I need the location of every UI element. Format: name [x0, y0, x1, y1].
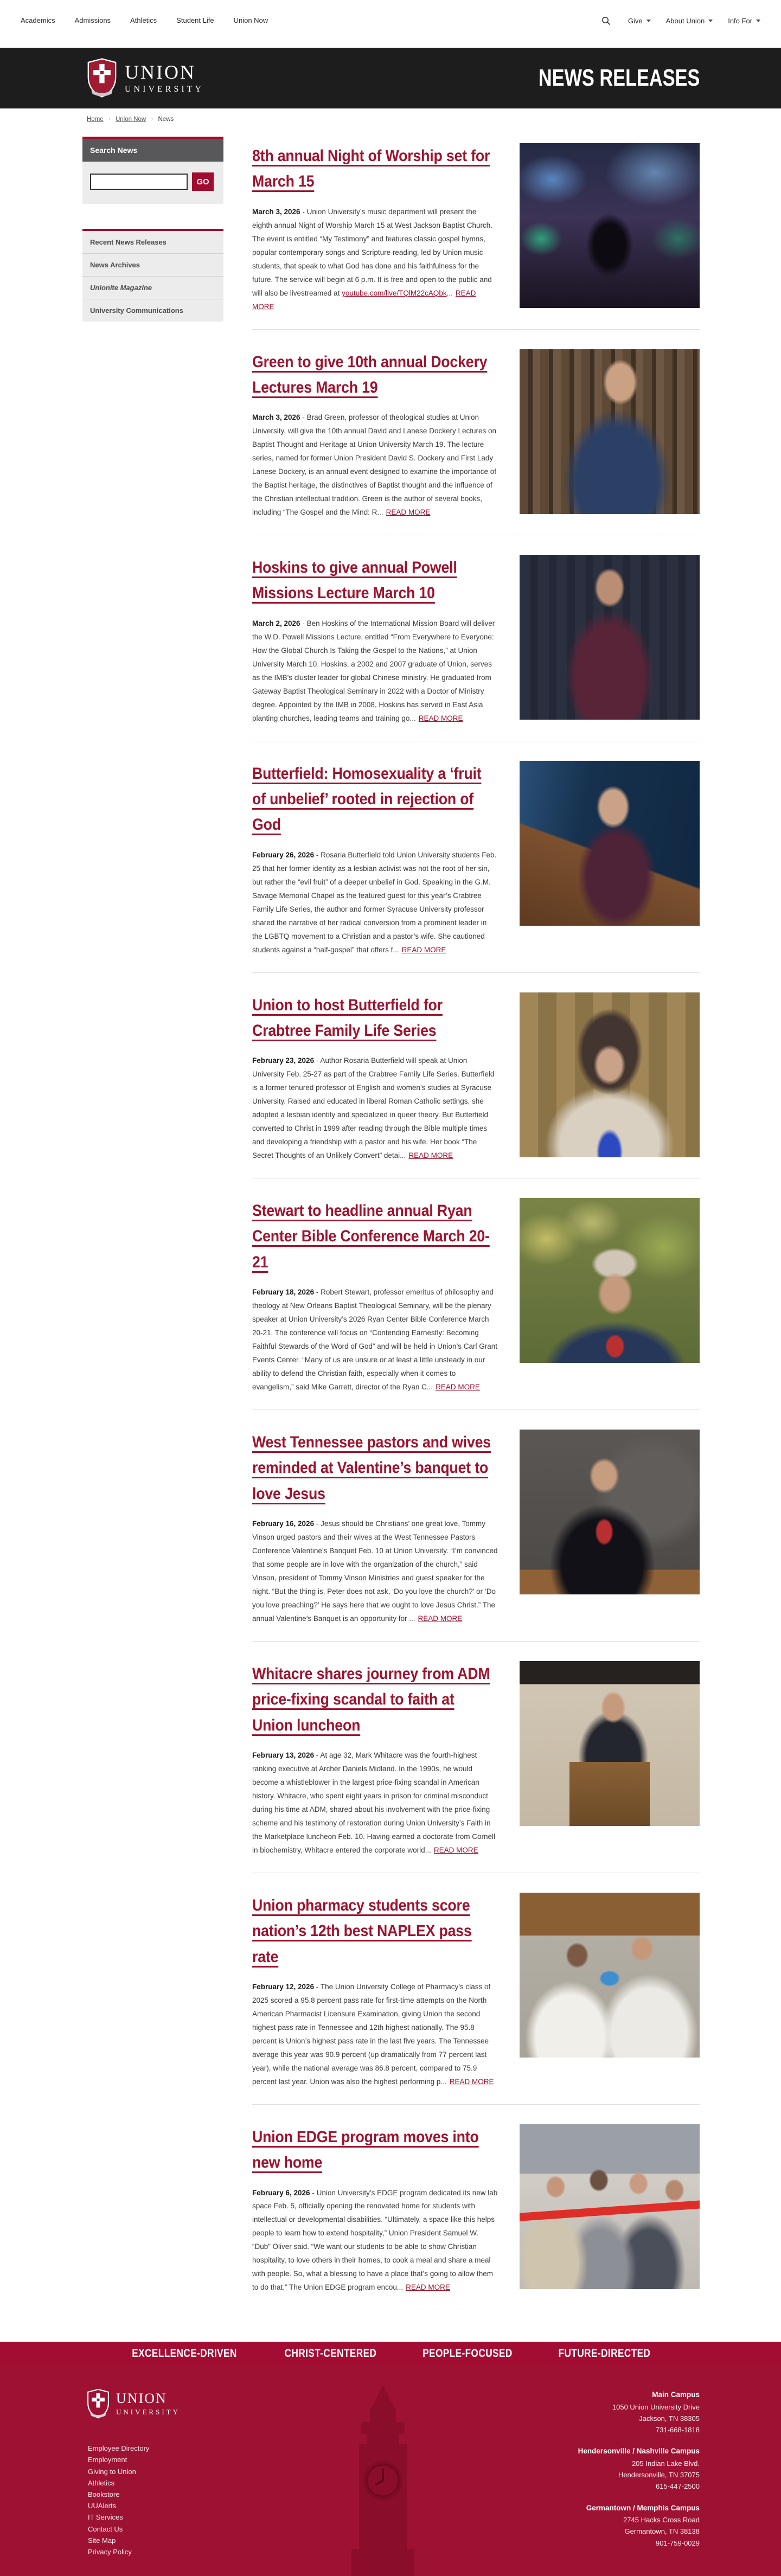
breadcrumb-separator: › — [108, 116, 111, 123]
article-summary: - Author Rosaria Butterfield will speak at Union University Feb. 25-27 as part of the Crabtree Family Life Series. Butterfield is a former tenured professor of English and women’s studies at Syracuse University. Raised and educated in liberal Roman Catholic settings, she adopted a lesbian identity and specialized in queer theory. But Butterfield converted to Christ in 1999 after reading through the Bible multiple times and developing a friendship with a pastor and his wife. Her book “The Secret Thoughts of an Unlikely Convert” detai... — [252, 1056, 495, 1160]
brand-university: UNIVERSITY — [125, 84, 204, 94]
read-more-link[interactable]: READ MORE — [418, 1614, 463, 1623]
read-more-link[interactable]: READ MORE — [449, 2077, 494, 2086]
article-summary: - Robert Stewart, professor emeritus of philosophy and theology at New Orleans Baptist Theological Seminary, will be the plenary speaker at Union University’s 2026 Ryan Center Bible Conference March 20-21. The conference will focus on “Contending Earnestly: Becoming Faithful Stewards of the Word of God” and will be held in Union’s Carl Grant Events Center. “Many of us are unsure or at least a little unsteady in our ability to defend the Christian faith, especially when it comes to evangelism,” said Mike Garrett, director of the Ryan C... — [252, 1288, 497, 1391]
article-title-link[interactable]: Stewart to headline annual Ryan Center Bible Conference March 20-21 — [252, 1202, 490, 1271]
footer-link-site-map[interactable]: Site Map — [88, 2536, 116, 2545]
motto-band — [0, 2342, 781, 2366]
secondary-nav — [601, 16, 760, 25]
university-logo[interactable] — [87, 57, 204, 99]
footer-link-contact-us[interactable]: Contact Us — [88, 2524, 123, 2533]
article-title-link[interactable]: 8th annual Night of Worship set for March 15 — [252, 147, 490, 191]
article-title-link[interactable]: Union to host Butterfield for Crabtree Family Life Series — [252, 996, 443, 1040]
footer-link-employee-directory[interactable]: Employee Directory — [88, 2444, 150, 2453]
footer-campuses — [578, 2388, 700, 2558]
search-news-title: Search News — [82, 139, 223, 162]
campus-address-line: Hendersonville, TN 37075 — [618, 2471, 700, 2479]
content-layout — [0, 127, 781, 2342]
campus-phone: 731-668-1818 — [656, 2426, 700, 2434]
motto-people-focused: PEOPLE-FOCUSED — [422, 2347, 513, 2360]
campus-hendersonville-nashville — [578, 2445, 700, 2492]
university-shield-icon — [87, 57, 117, 99]
footer-link-bookstore[interactable]: Bookstore — [88, 2490, 120, 2499]
footer-brand-university: UNIVERSITY — [116, 2407, 180, 2416]
news-article — [252, 345, 700, 533]
news-article — [252, 1888, 700, 2102]
motto-christ-centered: CHRIST-CENTERED — [284, 2347, 377, 2360]
nav-info-for[interactable] — [728, 17, 760, 25]
read-more-link[interactable]: READ MORE — [401, 945, 446, 954]
article-photo-mark-whitacre[interactable] — [520, 1661, 700, 1826]
read-more-link[interactable]: READ MORE — [433, 1846, 478, 1854]
campus-phone: 901-759-0029 — [656, 2539, 700, 2547]
article-separator — [252, 2104, 700, 2105]
article-date: February 13, 2026 — [252, 1751, 315, 1760]
motto-excellence-driven: EXCELLENCE-DRIVEN — [132, 2347, 237, 2360]
article-date: February 12, 2026 — [252, 1982, 315, 1991]
nav-give-label: Give — [628, 17, 643, 25]
utility-nav — [0, 0, 781, 48]
article-title-link[interactable]: Union pharmacy students score nation’s 12th best NAPLEX pass rate — [252, 1896, 472, 1966]
campus-name: Hendersonville / Nashville Campus — [578, 2447, 700, 2456]
campus-address-line: Germantown, TN 38138 — [624, 2527, 700, 2536]
news-article — [252, 1194, 700, 1407]
search-go-button[interactable]: GO — [192, 172, 214, 191]
masthead — [0, 48, 781, 108]
breadcrumb — [0, 108, 781, 127]
sidebar — [82, 137, 223, 322]
article-photo-tommy-vinson[interactable] — [520, 1430, 700, 1594]
campus-germantown-memphis — [578, 2502, 700, 2549]
footer-link-athletics[interactable]: Athletics — [88, 2478, 115, 2487]
article-date: March 3, 2026 — [252, 207, 300, 216]
chevron-down-icon — [646, 20, 651, 22]
nav-info-for-label: Info For — [728, 17, 752, 25]
campus-address-line: 205 Indian Lake Blvd. — [631, 2459, 700, 2468]
article-summary: - Brad Green, professor of theological studies at Union University, will give the 10th annual David and Lanese Dockery Lectures on Baptist Thought and Heritage at Union University March 19. The lecture series, named for former Union President David S. Dockery and First Lady Lanese Dockery, is an annual event designed to examine the importance of the Baptist heritage, the distinctives of Baptist thought and the influence of the Christian intellectual tradition. Green is the author of several books, including “The Gospel and the Mind: R... — [252, 413, 497, 517]
news-list — [252, 137, 700, 2325]
footer-link-uualerts[interactable]: UUAlerts — [88, 2502, 117, 2510]
nav-student-life[interactable]: Student Life — [176, 16, 214, 24]
chevron-down-icon — [708, 20, 713, 22]
article-photo-brad-green[interactable] — [520, 349, 700, 514]
campus-main — [578, 2388, 700, 2436]
article-title-link[interactable]: Butterfield: Homosexuality a ‘fruit of unbelief’ rooted in rejection of God — [252, 764, 482, 834]
site-footer — [0, 2366, 781, 2576]
article-photo-edge-ribbon-cutting[interactable] — [520, 2124, 700, 2289]
nav-admissions[interactable]: Admissions — [74, 16, 111, 24]
article-title-link[interactable]: Union EDGE program moves into new home — [252, 2128, 479, 2172]
news-article — [252, 1425, 700, 1639]
read-more-link[interactable]: READ MORE — [408, 1151, 453, 1160]
primary-nav — [21, 16, 268, 24]
footer-brand-wordmark — [116, 2392, 180, 2417]
news-article — [252, 139, 700, 327]
article-summary: - Union University’s music department will present the eighth annual Night of Worship March 15 at West Jackson Baptist Church. The event is entitled “My Testimony” and features classic gospel hymns, popular contemporary songs and Scripture reading, led by Union music students, that speak to what God has done and his faithfulness for the future. The service will begin at 6 p.m. It is free and open to the public and will also be livestreamed at — [252, 207, 492, 297]
campus-name: Main Campus — [652, 2391, 700, 2399]
read-more-link[interactable]: READ MORE — [406, 2283, 450, 2292]
search-icon[interactable] — [601, 16, 611, 25]
breadcrumb-current: News — [158, 116, 174, 123]
article-separator — [252, 972, 700, 973]
article-separator — [252, 1409, 700, 1410]
campus-phone: 615-447-2500 — [656, 2482, 700, 2491]
campus-address-line: 1050 Union University Drive — [612, 2402, 700, 2411]
article-date: March 3, 2026 — [252, 413, 300, 422]
article-photo-butterfield-portrait[interactable] — [520, 992, 700, 1157]
article-date: February 26, 2026 — [252, 850, 315, 859]
article-inline-link[interactable]: youtube.com/live/TQlM22cAQbk — [342, 289, 447, 297]
article-summary: - The Union University College of Pharmacy’s class of 2025 scored a 95.8 percent pass rate for first-time attempts on the North American Pharmacist Licensure Examination, giving Union the second highest pass rate in Tennessee and 12th highest nationally. The 95.8 percent is Union’s highest pass rate in the last five years. The Tennessee average this year was 90.9 percent (up dramatically from 77 percent last year), while the national average was 86.8 percent, compared to 75.9 percent last year. Union was also the highest performing p... — [252, 1982, 491, 2086]
footer-brand-union: UNION — [116, 2390, 167, 2406]
nav-give[interactable] — [628, 17, 651, 25]
article-summary: - Jesus should be Christians’ one great love, Tommy Vinson urged pastors and their wives at the West Tennessee Pastors Conference Valentine’s Banquet Feb. 10 at Union University. “I’m convinced that some people are in love with the organization of the church,” said Vinson, president of Tommy Vinson Ministries and guest speaker for the night. “But the thing is, Peter does not ask, ‘Do you love the church?’ or ‘Do you love preaching?’ He says here that we ought to love Jesus Christ.” The annual Valentine’s Banquet is an opportunity for ... — [252, 1520, 498, 1623]
page-title: NEWS RELEASES — [538, 65, 700, 91]
article-title-link[interactable]: West Tennessee pastors and wives reminded at Valentine’s banquet to love Jesus — [252, 1433, 491, 1503]
article-date: February 6, 2026 — [252, 2188, 310, 2197]
breadcrumb-home[interactable]: Home — [87, 116, 104, 123]
nav-academics[interactable]: Academics — [21, 16, 55, 24]
article-date: February 18, 2026 — [252, 1288, 315, 1297]
footer-shield-icon — [87, 2388, 110, 2419]
footer-university-logo[interactable] — [87, 2388, 180, 2419]
article-summary: - Rosaria Butterfield told Union University students Feb. 25 that her former identity as a lesbian activist was not the root of her sin, but rather the “evil fruit” of a deeper unbelief in God. Speaking in the G.M. Savage Memorial Chapel as the featured guest for this year’s Crabtree Family Life Series, the author and former Syracuse University professor shared the narrative of her radical conversion from a prominent leader in the LGBTQ movement to a Christian and a pastor’s wife. She cautioned students against a “half-gospel” that offers f... — [252, 850, 497, 954]
read-more-link[interactable]: READ MORE — [418, 714, 463, 722]
footer-link-privacy-policy[interactable]: Privacy Policy — [88, 2547, 132, 2556]
breadcrumb-union-now[interactable]: Union Now — [115, 116, 146, 123]
motto-future-directed: FUTURE-DIRECTED — [558, 2347, 651, 2360]
article-photo-worship-crowd[interactable] — [520, 143, 700, 308]
campus-address-line: Jackson, TN 38305 — [639, 2414, 700, 2423]
article-summary-ellipsis: ... — [446, 289, 453, 297]
news-article — [252, 988, 700, 1176]
clock-tower-silhouette — [302, 2385, 464, 2576]
footer-link-it-services[interactable]: IT Services — [88, 2513, 123, 2522]
news-article — [252, 1657, 700, 1870]
article-summary: - At age 32, Mark Whitacre was the fourth-highest ranking executive at Archer Daniels Midland. In the 1990s, he would become a whistleblower in the largest price-fixing scandal in American history. Whitacre, who spent eight years in prison for criminal misconduct during his time at ADM, shared about his involvement with the price-fixing scheme and his testimony of restoration during Union University’s Faith in the Marketplace luncheon Feb. 10. Having earned a doctorate from Cornell in biochemistry, Whitacre entered the corporate world... — [252, 1751, 496, 1854]
footer-links — [88, 2443, 149, 2558]
nav-about-union[interactable] — [666, 17, 713, 25]
nav-union-now[interactable]: Union Now — [233, 16, 268, 24]
article-photo-butterfield-podium[interactable] — [520, 761, 700, 926]
search-news-panel — [82, 137, 223, 204]
article-title-link[interactable]: Green to give 10th annual Dockery Lectures March 19 — [252, 353, 488, 396]
article-summary: - Union University’s EDGE program dedicated its new lab space Feb. 5, officially opening the renovated home for students with intellectual or developmental disabilities. “Ultimately, a space like this helps people to learn how to extend hospitality,” Union President Samuel W. “Dub” Oliver said. “We want our students to be able to show Christian hospitality, to love others in their homes, to cook a meal and share a meal with people. So, what a blessing to have a place that’s going to allow them to do that.” The Union EDGE program encou... — [252, 2188, 498, 2292]
sidebar-item-news-archives[interactable]: News Archives — [82, 254, 223, 277]
article-title-link[interactable]: Whitacre shares journey from ADM price-fixing scandal to faith at Union luncheon — [252, 1664, 490, 1734]
breadcrumb-separator: › — [151, 116, 153, 123]
read-more-link[interactable]: READ MORE — [386, 508, 431, 517]
news-article — [252, 550, 700, 739]
sidebar-item-university-communications[interactable]: University Communications — [90, 306, 183, 315]
sidebar-links — [82, 229, 223, 322]
sidebar-item-unionite-magazine[interactable]: Unionite Magazine — [82, 277, 223, 299]
article-date: February 23, 2026 — [252, 1056, 315, 1065]
nav-about-union-label: About Union — [665, 17, 705, 25]
article-summary: - Ben Hoskins of the International Mission Board will deliver the W.D. Powell Missions Lecture, entitled “From Everywhere to Everyone: How the Global Church Is Taking the Gospel to the Nations,” at Union University March 10. Hoskins, a 2002 and 2007 graduate of Union, serves as the IMB’s cluster leader for global Chinese ministry. He graduated from Gateway Baptist Theological Seminary in 2022 with a Doctor of Ministry degree. Appointed by the IMB in 2008, Hoskins has served in East Asia planting churches, leading teams and training go... — [252, 619, 495, 722]
news-article — [252, 757, 700, 970]
article-date: March 2, 2026 — [252, 619, 300, 627]
brand-wordmark — [125, 62, 204, 94]
news-article — [252, 2120, 700, 2308]
campus-address-line: 2745 Hacks Cross Road — [623, 2516, 700, 2524]
brand-union: UNION — [125, 61, 196, 83]
campus-name: Germantown / Memphis Campus — [586, 2503, 700, 2512]
read-more-link[interactable]: READ MORE — [436, 1383, 480, 1391]
article-title-link[interactable]: Hoskins to give annual Powell Missions Lecture March 10 — [252, 559, 457, 603]
chevron-down-icon — [756, 20, 760, 22]
footer-link-employment[interactable]: Employment — [88, 2456, 127, 2464]
footer-link-giving-to-union[interactable]: Giving to Union — [88, 2467, 136, 2476]
article-photo-pharmacy-students[interactable] — [520, 1893, 700, 2058]
nav-athletics[interactable]: Athletics — [130, 16, 157, 24]
sidebar-item-recent-news-releases[interactable]: Recent News Releases — [82, 231, 223, 254]
read-more-link[interactable]: READ MORE — [252, 289, 476, 311]
search-input[interactable] — [90, 174, 188, 190]
article-date: February 16, 2026 — [252, 1520, 315, 1528]
article-photo-robert-stewart[interactable] — [520, 1198, 700, 1363]
article-separator — [252, 1641, 700, 1642]
article-separator — [252, 329, 700, 330]
article-photo-ben-hoskins[interactable] — [520, 555, 700, 720]
